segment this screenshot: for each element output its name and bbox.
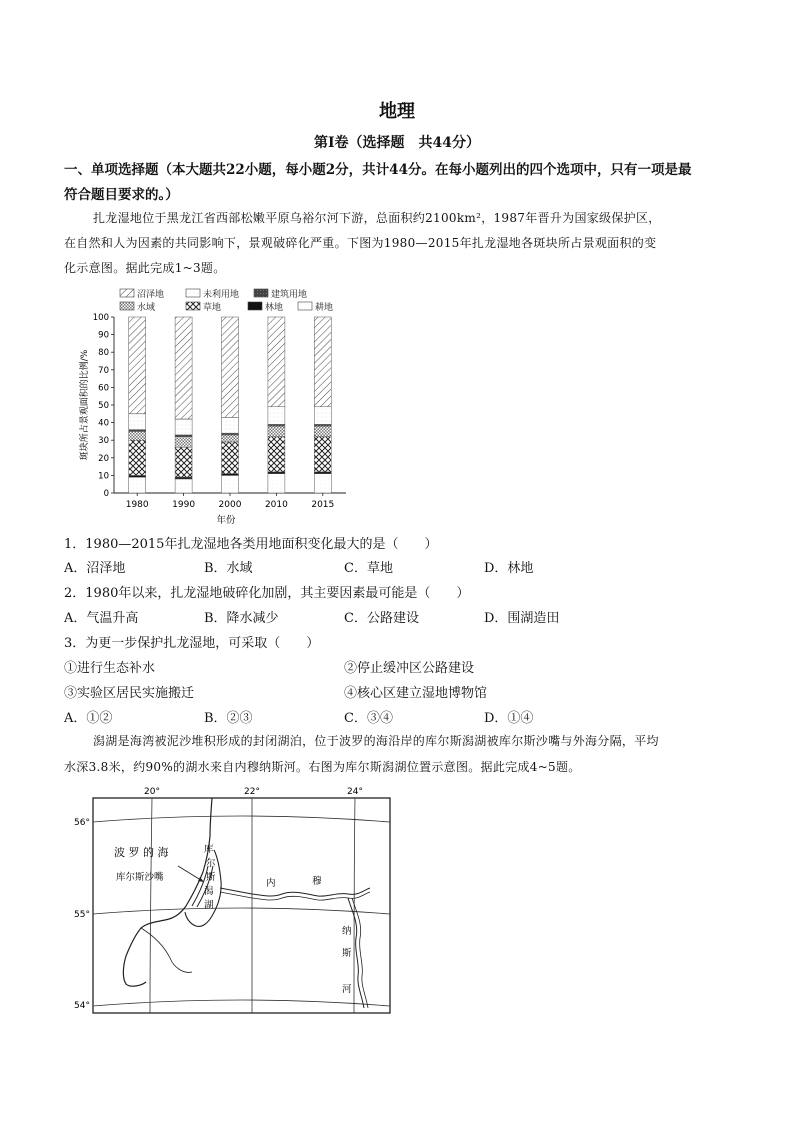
bar-segment-unused-2000 <box>222 417 239 433</box>
legend-label-farmland: 耕地 <box>315 303 334 313</box>
bar-segment-grassland-2010 <box>268 437 285 472</box>
bar-segment-unused-2010 <box>268 407 285 425</box>
q3-statement-3: ③实验区居民实施搬迁 <box>64 686 195 701</box>
bar-segment-unused-1980 <box>129 414 146 430</box>
legend-swatch-unused <box>186 289 200 297</box>
y-tick-label: 60 <box>98 383 109 394</box>
chart-axes <box>78 313 346 526</box>
bar-segment-marsh-1980 <box>129 317 146 414</box>
lon-label-20: 20° <box>144 787 160 797</box>
bar-segment-built-1990 <box>175 435 192 437</box>
bar-segment-farmland-2000 <box>222 475 239 493</box>
bar-segment-grassland-1990 <box>175 447 192 477</box>
lat-label-54: 54° <box>74 1001 90 1011</box>
bar-segment-unused-2015 <box>314 407 331 425</box>
y-tick-label: 20 <box>98 453 109 464</box>
bar-segment-forest-2015 <box>314 472 331 474</box>
q2-option-c[interactable]: C．公路建设 <box>344 611 419 626</box>
bar-segment-built-2015 <box>314 424 331 426</box>
x-axis-label: 年份 <box>216 515 236 526</box>
lagoon-label-4: 潟 <box>204 886 214 897</box>
q2-option-a[interactable]: A．气温升高 <box>64 611 139 626</box>
x-tick-label-2015: 2015 <box>311 500 335 510</box>
section-heading-cont: 符合题目要求的。） <box>64 187 179 203</box>
bar-segment-marsh-1990 <box>175 317 192 419</box>
page-title: 地理 <box>379 101 415 122</box>
lat-label-56: 56° <box>74 818 90 828</box>
q3-statement-2: ②停止缓冲区公路建设 <box>344 661 475 676</box>
river-label-nei: 内 <box>266 878 276 889</box>
q1-option-b[interactable]: B．水域 <box>204 561 253 576</box>
river-label-he: 河 <box>342 984 352 995</box>
lon-label-22: 22° <box>244 787 260 797</box>
x-tick-label-1990: 1990 <box>172 500 196 510</box>
passage1-line2: 在自然和人为因素的共同影响下，景观破碎化严重。下图为1980—2015年扎龙湿地各斑块所占景观面积的变 <box>64 236 657 250</box>
chart-svg <box>76 283 366 528</box>
bar-segment-farmland-2010 <box>268 474 285 493</box>
question-3: 3．为更一步保护扎龙湿地，可采取（ ） <box>64 636 320 651</box>
y-tick-label: 10 <box>98 471 109 482</box>
spit-label: 库尔斯沙嘴 <box>116 872 164 883</box>
bar-segment-water-1980 <box>129 431 146 440</box>
legend-swatch-water <box>120 302 134 310</box>
y-tick-label: 30 <box>98 436 109 447</box>
passage1-line1: 扎龙湿地位于黑龙江省西部松嫩平原乌裕尔河下游，总面积约2100km²，1987年晋升为国家级保护区， <box>93 211 661 225</box>
q3-option-a[interactable]: A．①② <box>64 711 113 726</box>
q3-statement-1: ①进行生态补水 <box>64 661 156 676</box>
chart-bars <box>126 317 335 510</box>
bar-segment-water-2000 <box>222 435 239 442</box>
y-tick-label: 40 <box>98 418 109 429</box>
legend-label-grassland: 草地 <box>203 303 222 313</box>
y-tick-label: 50 <box>98 401 109 411</box>
q3-option-d[interactable]: D．①④ <box>484 711 534 726</box>
legend-swatch-grassland <box>186 302 200 310</box>
bar-segment-farmland-2015 <box>314 474 331 493</box>
bar-segment-built-2000 <box>222 433 239 435</box>
sea-label: 波 罗 的 海 <box>114 846 169 859</box>
bar-segment-grassland-2015 <box>314 437 331 472</box>
lagoon-label-1: 库 <box>204 844 214 855</box>
q2-option-d[interactable]: D．围湖造田 <box>484 611 560 626</box>
bar-segment-forest-2000 <box>222 474 239 476</box>
map-svg <box>66 786 396 1018</box>
q3-option-c[interactable]: C．③④ <box>344 711 393 726</box>
bar-segment-water-1990 <box>175 437 192 448</box>
q2-option-b[interactable]: B．降水减少 <box>204 611 279 626</box>
section-subtitle: 第Ⅰ卷（选择题 共44分） <box>313 135 481 151</box>
bar-segment-built-2010 <box>268 424 285 426</box>
legend-label-built: 建筑用地 <box>271 290 308 300</box>
x-tick-label-2000: 2000 <box>218 500 242 510</box>
passage1-line3: 化示意图。据此完成1~3题。 <box>64 261 226 275</box>
bar-segment-marsh-2010 <box>268 317 285 407</box>
legend-swatch-built <box>254 289 268 297</box>
lagoon-label-5: 湖 <box>204 900 214 911</box>
river-label-si: 斯 <box>342 948 352 959</box>
bar-segment-farmland-1990 <box>175 479 192 493</box>
q1-option-a[interactable]: A．沼泽地 <box>64 561 126 576</box>
section-heading: 一、单项选择题（本大题共22小题，每小题2分，共计44分。在每小题列出的四个选项中，只有一项是最 <box>64 162 692 178</box>
q3-statement-4: ④核心区建立湿地博物馆 <box>344 686 488 701</box>
bar-segment-water-2010 <box>268 426 285 437</box>
lon-label-24: 24° <box>347 787 363 797</box>
legend-swatch-forest <box>248 302 262 310</box>
bar-segment-farmland-1980 <box>129 477 146 493</box>
bar-segment-grassland-2000 <box>222 442 239 474</box>
q3-option-b[interactable]: B．②③ <box>204 711 253 726</box>
legend-label-marsh: 沼泽地 <box>137 290 165 300</box>
question-2: 2．1980年以来，扎龙湿地破碎化加剧，其主要因素最可能是（ ） <box>64 586 470 601</box>
y-tick-label: 70 <box>98 365 109 376</box>
legend-label-unused: 未利用地 <box>203 290 240 300</box>
bar-segment-forest-2010 <box>268 472 285 474</box>
bar-segment-water-2015 <box>314 426 331 437</box>
bar-segment-grassland-1980 <box>129 440 146 475</box>
y-tick-label: 100 <box>92 313 109 323</box>
map-frame <box>93 798 390 1013</box>
x-tick-label-2010: 2010 <box>264 500 288 510</box>
y-axis-label: 斑块所占景观面积的比例/% <box>80 349 90 461</box>
river-label-na: 纳 <box>342 926 352 937</box>
legend-swatch-farmland <box>298 302 312 310</box>
y-tick-label: 80 <box>98 348 109 359</box>
lagoon-map <box>66 786 396 1018</box>
passage2-line1: 潟湖是海湾被泥沙堆积形成的封闭湖泊，位于波罗的海沿岸的库尔斯潟湖被库尔斯沙嘴与外海分隔，平均 <box>93 734 659 748</box>
bar-segment-built-1980 <box>129 430 146 432</box>
bar-segment-marsh-2000 <box>222 317 239 417</box>
q1-option-c[interactable]: C．草地 <box>344 561 393 576</box>
x-tick-label-1980: 1980 <box>125 500 149 510</box>
question-1: 1．1980—2015年扎龙湿地各类用地面积变化最大的是（ ） <box>64 537 438 552</box>
bar-segment-unused-1990 <box>175 419 192 435</box>
lat-label-55: 55° <box>74 910 90 920</box>
bar-segment-forest-1980 <box>129 475 146 477</box>
river-label-mu: 穆 <box>312 876 322 887</box>
y-tick-label: 0 <box>103 489 109 499</box>
legend-swatch-marsh <box>120 289 134 297</box>
passage2-line2: 水深3.8米，约90%的湖水来自内穆纳斯河。右图为库尔斯潟湖位置示意图。据此完成4~5题。 <box>64 760 581 774</box>
y-tick-label: 90 <box>98 330 109 341</box>
bar-segment-forest-1990 <box>175 477 192 479</box>
chart-legend <box>120 288 333 313</box>
lagoon-label-3: 斯 <box>206 872 216 883</box>
lagoon-label-2: 尔 <box>206 858 216 869</box>
bar-segment-marsh-2015 <box>314 317 331 407</box>
legend-label-forest: 林地 <box>265 303 284 313</box>
legend-label-water: 水域 <box>137 303 156 313</box>
q1-option-d[interactable]: D．林地 <box>484 561 534 576</box>
landscape-chart <box>76 283 366 528</box>
